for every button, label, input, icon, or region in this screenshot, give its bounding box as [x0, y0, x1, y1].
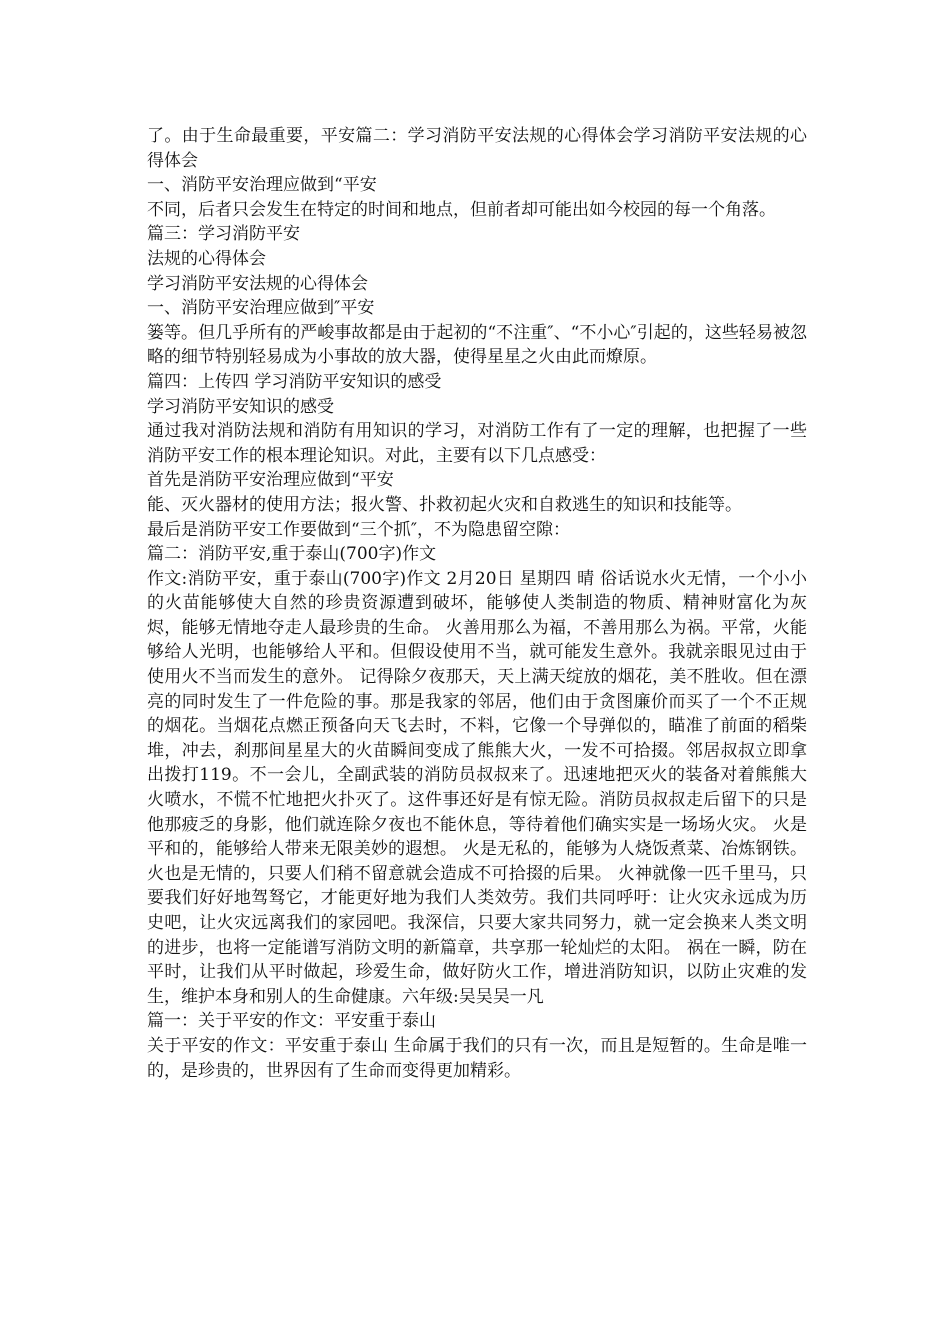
paragraph: 首先是消防平安治理应做到“平安 — [147, 470, 394, 491]
essay-paragraph: 作文:消防平安，重于泰山(700字)作文 2月20日 星期四 晴 俗话说水火无情，一个小小的火苗能够使大自然的珍贵资源遭到破坏，能够使人类制造的物质、精神财富化为灰烬，能够无情地夺走人最珍贵的生命。 火善用那么为福，不善用那么为祸。平常，火能够给人光明，也能够给人平和。但假设使用不当，就可能发生意外。我就亲眼见过由于使用火不当而发生的意外。 记得除夕夜那天，天上满天绽放的烟花，美不胜收。但在漂亮的同时发生了一件危险的事。那是我家的邻居，他们由于贪图廉价而买了一个不正规的烟花。当烟花点燃正预备向天飞去时，不料，它像一个导弹似的，瞄准了前面的稻柴堆，冲去，刹那间星星大的火苗瞬间变成了熊熊大火，一发不可拾掇。邻居叔叔立即拿出拨打119。不一会儿，全副武装的消防员叔叔来了。迅速地把灭火的装备对着熊熊大火喷水，不慌不忙地把火扑灭了。这件事还好是有惊无险。消防员叔叔走后留下的只是他那疲乏的身影，他们就连除夕夜也不能休息，等待着他们确实实是一场场火灾。 火是平和的，能够给人带来无限美妙的遐想。 火是无私的，能够为人烧饭煮菜、冶炼钢铁。 火也是无情的，只要人们稍不留意就会造成不可拾掇的后果。 火神就像一匹千里马，只要我们好好地驾驽它，才能更好地为我们人类效劳。我们共同呼吁：让火灾永远成为历史吧，让火灾远离我们的家园吧。我深信，只要大家共同努力，就一定会换来人类文明的进步，也将一定能谱写消防文明的新篇章，共享那一轮灿烂的太阳。 祸在一瞬，防在平时，让我们从平时做起，珍爱生命，做好防火工作，增进消防知识，以防止灾难的发生，维护本身和别人的生命健康。六年级:吴吴吴一凡 — [147, 568, 807, 1007]
chapter-heading-continued: 法规的心得体会 — [147, 248, 266, 269]
chapter-heading: 篇二：消防平安,重于泰山(700字)作文 — [147, 544, 437, 565]
paragraph: 不同，后者只会发生在特定的时间和地点，但前者却可能出如今校园的每一个角落。 — [147, 199, 776, 220]
chapter-heading: 篇三：学习消防平安 — [147, 224, 300, 245]
article-title: 学习消防平安法规的心得体会 — [147, 273, 368, 294]
article-title: 学习消防平安知识的感受 — [147, 396, 334, 417]
paragraph: 通过我对消防法规和消防有用知识的学习，对消防工作有了一定的理解，也把握了一些消防平安工作的根本理论知识。对此，主要有以下几点感受： — [147, 421, 807, 466]
document-body — [147, 124, 807, 1083]
paragraph: 篓等。但几乎所有的严峻事故都是由于起初的“不注重″、“不小心″引起的，这些轻易被忽略的细节特别轻易成为小事故的放大器，使得星星之火由此而燎原。 — [147, 322, 807, 368]
paragraph: 关于平安的作文：平安重于泰山 生命属于我们的只有一次，而且是短暂的。生命是唯一的，是珍贵的，世界因有了生命而变得更加精彩。 — [147, 1035, 807, 1081]
paragraph: 能、灭火器材的使用方法；报火警、扑救初起火灾和自救逃生的知识和技能等。 — [147, 494, 742, 515]
paragraph: 最后是消防平安工作要做到“三个抓″，不为隐患留空隙： — [147, 519, 571, 540]
section-heading: 一、消防平安治理应做到“平安 — [147, 175, 377, 196]
section-heading: 一、消防平安治理应做到″平安 — [147, 298, 375, 319]
chapter-heading: 篇一：关于平安的作文：平安重于泰山 — [147, 1011, 436, 1032]
chapter-heading: 篇四：上传四 学习消防平安知识的感受 — [147, 371, 442, 392]
paragraph-intro: 了。由于生命最重要，平安篇二：学习消防平安法规的心得体会学习消防平安法规的心得体会 — [147, 126, 807, 171]
